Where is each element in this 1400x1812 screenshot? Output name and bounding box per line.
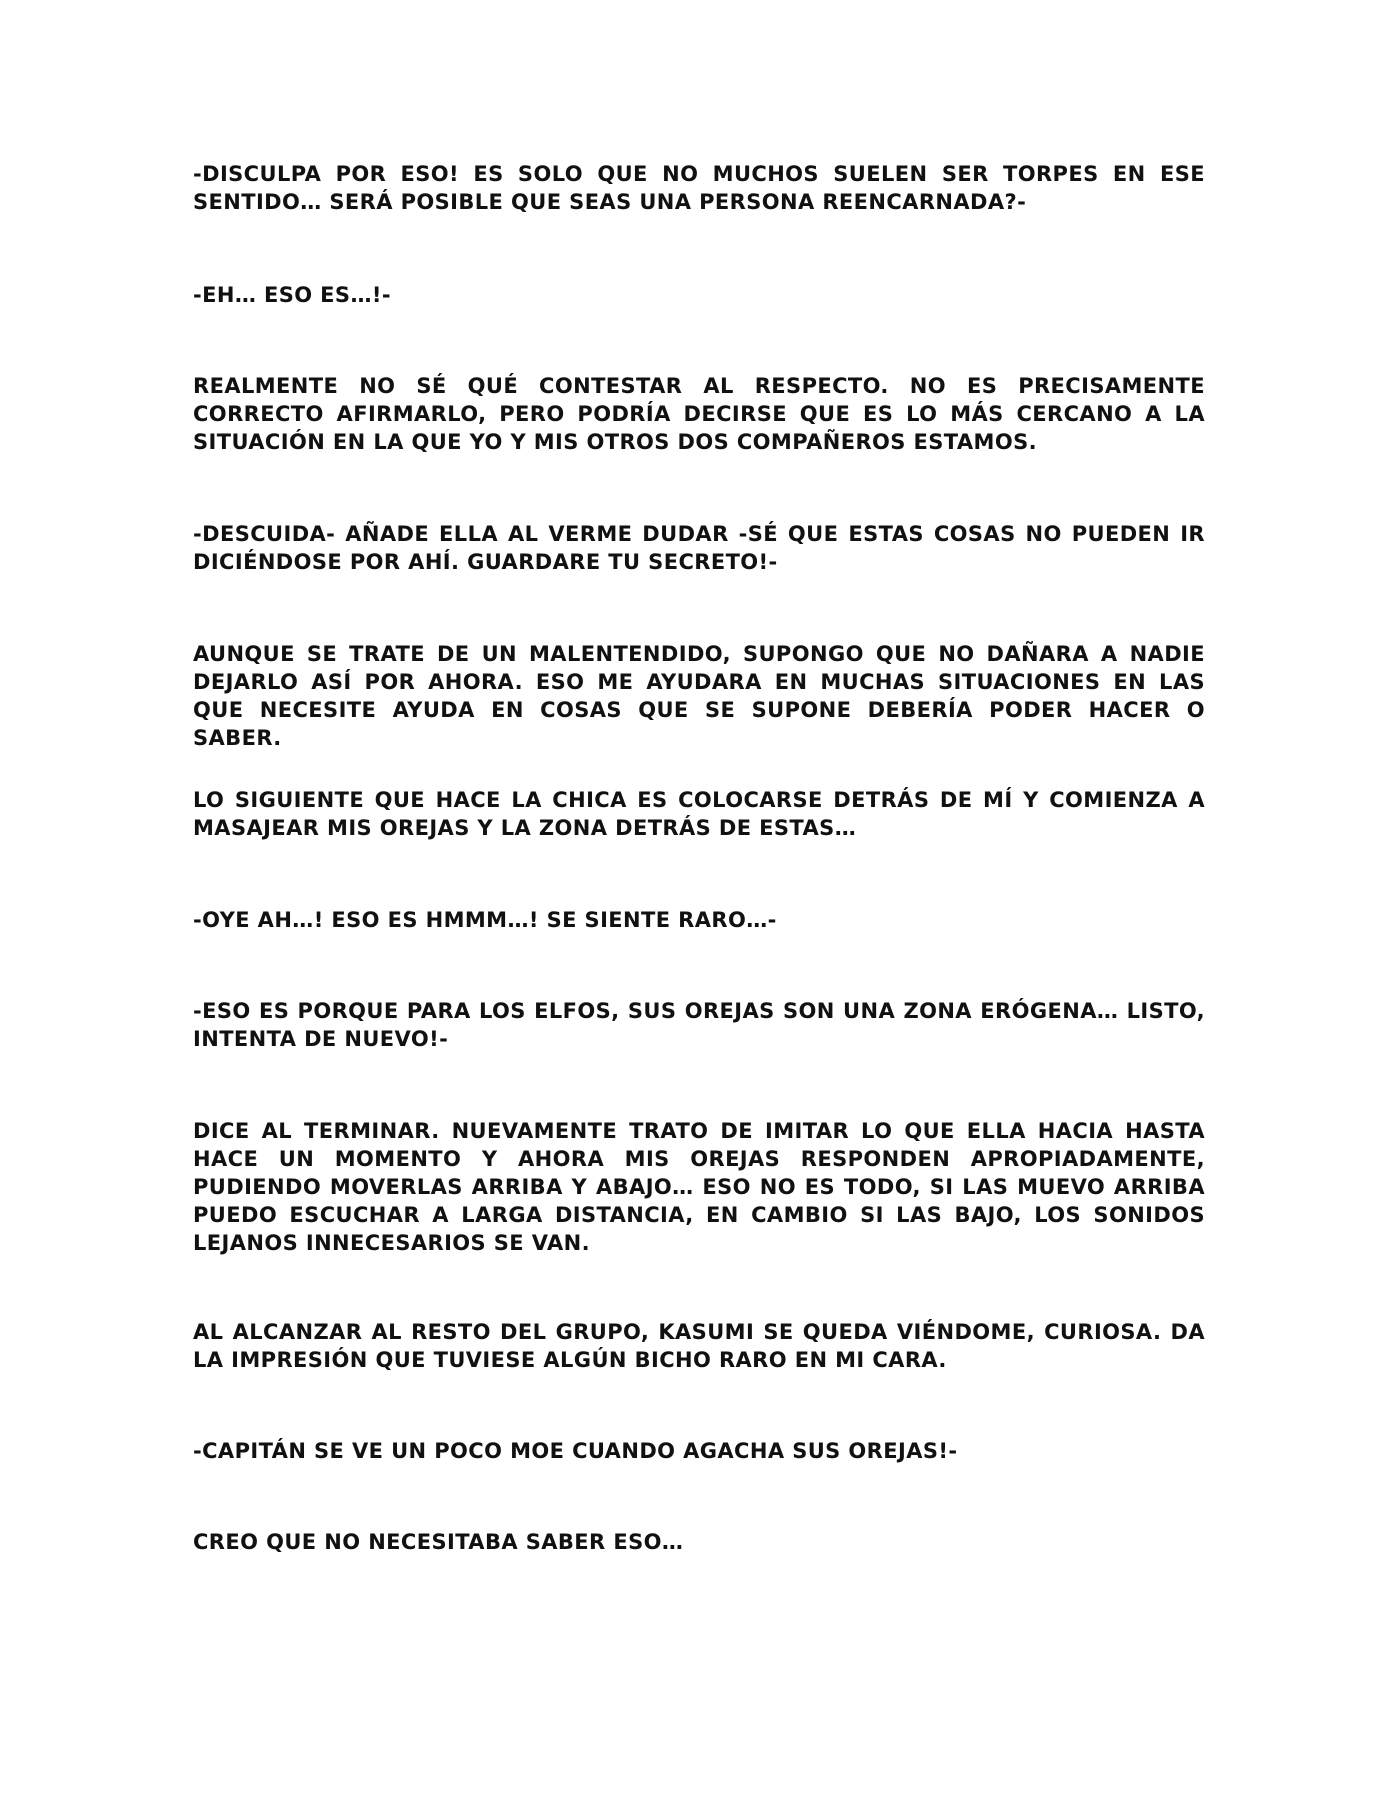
paragraph-2: -EH… ESO ES…!-	[193, 283, 391, 307]
paragraph-12: CREO QUE NO NECESITABA SABER ESO…	[193, 1530, 684, 1554]
paragraph-11: -CAPITÁN SE VE UN POCO MOE CUANDO AGACHA SUS OREJAS!-	[193, 1439, 958, 1463]
paragraph-5: AUNQUE SE TRATE DE UN MALENTENDIDO, SUPONGO QUE NO DAÑARA A NADIE DEJARLO ASÍ POR AHORA. ESO ME AYUDARA EN MUCHAS SITUACIONES EN LAS QUE NECESITE AYUDA EN COSAS QUE SE SUPONE DEBERÍA PODER HACER O SABER.	[193, 642, 1205, 750]
paragraph-10: AL ALCANZAR AL RESTO DEL GRUPO, KASUMI SE QUEDA VIÉNDOME, CURIOSA. DA LA IMPRESIÓN QUE TUVIESE ALGÚN BICHO RARO EN MI CARA.	[193, 1320, 1205, 1372]
paragraph-9: DICE AL TERMINAR. NUEVAMENTE TRATO DE IMITAR LO QUE ELLA HACIA HASTA HACE UN MOMENTO Y AHORA MIS OREJAS RESPONDEN APROPIADAMENTE, PUDIENDO MOVERLAS ARRIBA Y ABAJO… ESO NO ES TODO, SI LAS MUEVO ARRIBA PUEDO ESCUCHAR A LARGA DISTANCIA, EN CAMBIO SI LAS BAJO, LOS SONIDOS LEJANOS INNECESARIOS SE VAN.	[193, 1119, 1205, 1255]
paragraph-3: REALMENTE NO SÉ QUÉ CONTESTAR AL RESPECTO. NO ES PRECISAMENTE CORRECTO AFIRMARLO, PERO PODRÍA DECIRSE QUE ES LO MÁS CERCANO A LA SITUACIÓN EN LA QUE YO Y MIS OTROS DOS COMPAÑEROS ESTAMOS.	[193, 374, 1205, 454]
paragraph-6: LO SIGUIENTE QUE HACE LA CHICA ES COLOCARSE DETRÁS DE MÍ Y COMIENZA A MASAJEAR MIS OREJAS Y LA ZONA DETRÁS DE ESTAS…	[193, 788, 1205, 840]
paragraph-1: -DISCULPA POR ESO! ES SOLO QUE NO MUCHOS SUELEN SER TORPES EN ESE SENTIDO… SERÁ POSIBLE QUE SEAS UNA PERSONA REENCARNADA?-	[193, 162, 1205, 214]
paragraph-7: -OYE AH…! ESO ES HMMM…! SE SIENTE RARO…-	[193, 908, 777, 932]
paragraph-8: -ESO ES PORQUE PARA LOS ELFOS, SUS OREJAS SON UNA ZONA ERÓGENA… LISTO, INTENTA DE NUEVO!-	[193, 999, 1205, 1051]
paragraph-4: -DESCUIDA- AÑADE ELLA AL VERME DUDAR -SÉ QUE ESTAS COSAS NO PUEDEN IR DICIÉNDOSE POR AHÍ. GUARDARE TU SECRETO!-	[193, 522, 1205, 574]
